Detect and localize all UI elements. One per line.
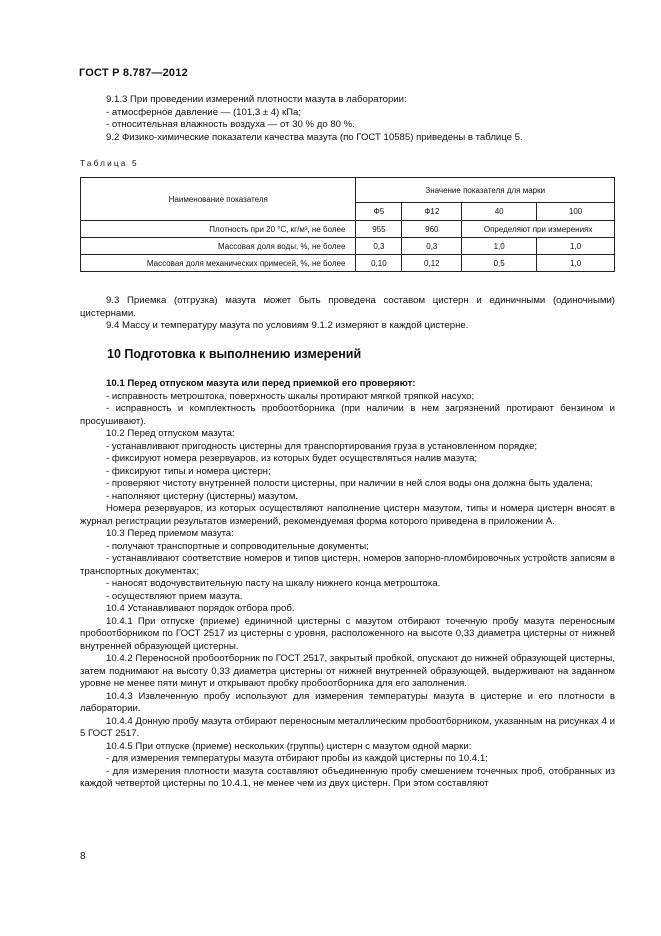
paragraph: - наполняют цистерну (цистерны) мазутом. bbox=[106, 490, 298, 502]
cell: 0,3 bbox=[356, 238, 402, 255]
section-10-body bbox=[80, 378, 615, 791]
table-row bbox=[81, 221, 615, 238]
paragraph: 9.3 Приемка (отгрузка) мазута может быть проведена составом цистерн и единичными (одиночными) цистернами. bbox=[80, 295, 615, 319]
paragraph: - проверяют чистоту внутренней полости цистерны, при наличии в ней слоя воды она должна быть удалена; bbox=[106, 478, 593, 489]
table-title: Таблица 5 bbox=[80, 159, 139, 168]
mark-header: 100 bbox=[537, 203, 615, 221]
paragraph: - атмосферное давление — (101,3 ± 4) кПа; bbox=[106, 106, 302, 118]
row-name: Плотность при 20 °C, кг/м³, не более bbox=[81, 221, 356, 238]
paragraph: 9.1.3 При проведении измерений плотности мазута в лаборатории: bbox=[106, 94, 407, 105]
row-name: Массовая доля воды, %, не более bbox=[81, 238, 356, 255]
section-heading: 10 Подготовка к выполнению измерений bbox=[107, 347, 362, 361]
paragraph: 10.2 Перед отпуском мазута: bbox=[106, 428, 235, 439]
paragraph: - фиксируют типы и номера цистерн; bbox=[106, 465, 271, 477]
merged-cell: Определяют при измерениях bbox=[462, 221, 615, 238]
intro-paragraphs bbox=[80, 94, 615, 144]
cell: 1,0 bbox=[537, 238, 615, 255]
subsection-heading: 10.1 Перед отпуском мазута или перед приемкой его проверяют: bbox=[106, 378, 416, 389]
paragraph: 10.4.3 Извлеченную пробу используют для измерения температуры мазута в цистерне и его плотности в лаборатории. bbox=[80, 690, 615, 714]
paragraph: - фиксируют номера резервуаров, из которых будет осуществляться налив мазута; bbox=[106, 453, 478, 464]
paragraph: 10.4.1 При отпуске (приеме) единичной цистерны с мазутом отбирают точечную пробу мазута переносным пробоотборником по ГОСТ 2517 из цистерны с уровня, расположенного на высоте 0,33 диаметра цистерны от нижней внутренней образующей цистерны. bbox=[80, 615, 615, 652]
cell: 1,0 bbox=[462, 238, 537, 255]
paragraph: 10.3 Перед приемом мазута: bbox=[106, 528, 234, 539]
paragraph: 9.4 Массу и температуру мазута по условиям 9.1.2 измеряют в каждой цистерне. bbox=[106, 320, 469, 331]
cell: 0,3 bbox=[402, 238, 462, 255]
paragraph: - устанавливают соответствие номеров и типов цистерн, номеров запорно-пломбировочных устройств записям в транспортных документах; bbox=[80, 553, 615, 577]
table-row bbox=[81, 238, 615, 255]
row-name: Массовая доля механических примесей, %, не более bbox=[81, 255, 356, 272]
paragraph: - для измерения плотности мазута составляют объединенную пробу смешением точечных проб, отобранных из каждой четвертой цистерны по 10.4.1, не менее чем из двух цистерн. При этом составляют bbox=[80, 765, 615, 789]
paragraph: - относительная влажность воздуха — от 30 % до 80 %. bbox=[106, 119, 355, 130]
paragraph: - исправность метроштока, поверхность шкалы протирают мягкой тряпкой насухо; bbox=[106, 390, 475, 402]
column-header-name: Наименование показателя bbox=[81, 178, 356, 221]
mark-header: Ф5 bbox=[356, 203, 402, 221]
paragraph: - получают транспортные и сопроводительные документы; bbox=[106, 540, 369, 552]
paragraph: 10.4 Устанавливают порядок отбора проб. bbox=[106, 603, 295, 614]
cell: 955 bbox=[356, 221, 402, 238]
cell: 0,12 bbox=[402, 255, 462, 272]
mark-header: Ф12 bbox=[402, 203, 462, 221]
paragraph: Номера резервуаров, из которых осуществляют наполнение цистерн мазутом, типы и номера цистерн вносят в журнал регистрации результатов измерений, рекомендуемая форма которого приведена в приложении А. bbox=[80, 503, 615, 527]
quality-table bbox=[80, 177, 615, 272]
paragraph: - наносят водочувствительную пасту на шкалу нижнего конца метроштока. bbox=[106, 578, 441, 589]
document-header: ГОСТ Р 8.787—2012 bbox=[79, 67, 188, 79]
paragraph: 9.2 Физико-химические показатели качества мазута (по ГОСТ 10585) приведены в таблице 5. bbox=[106, 131, 523, 143]
paragraph: 10.4.4 Донную пробу мазута отбирают переносным металлическим пробоотборником, указанным на рисунках 4 и 5 ГОСТ 2517. bbox=[80, 715, 615, 739]
cell: 960 bbox=[402, 221, 462, 238]
paragraph: - устанавливают пригодность цистерны для транспортирования груза в установленном порядке; bbox=[106, 440, 538, 452]
paragraph: - исправность и комплектность пробоотборника (при наличии в нем загрязнений протирают бензином и просушивают). bbox=[80, 403, 615, 427]
paragraph: - для измерения температуры мазута отбирают пробы из каждой цистерны по 10.4.1; bbox=[106, 753, 488, 764]
table-row bbox=[81, 255, 615, 272]
after-table-paragraphs bbox=[80, 295, 615, 333]
paragraph: - осуществляют прием мазута. bbox=[106, 590, 243, 602]
page-number: 8 bbox=[80, 851, 86, 862]
paragraph: 10.4.2 Переносной пробоотборник по ГОСТ 2517, закрытый пробкой, опускают до нижней образующей цистерны, затем поднимают на высоту 0,33 диаметра цистерны от нижней внутренней образующей, выдерживают на заданном уровне не менее пяти минут и открывают пробку пробоотборника для его заполнения. bbox=[80, 653, 615, 689]
cell: 0,10 bbox=[356, 255, 402, 272]
column-header-group: Значение показателя для марки bbox=[356, 178, 615, 203]
paragraph: 10.4.5 При отпуске (приеме) нескольких (группы) цистерн с мазутом одной марки: bbox=[106, 740, 472, 752]
cell: 0,5 bbox=[462, 255, 537, 272]
cell: 1,0 bbox=[537, 255, 615, 272]
mark-header: 40 bbox=[462, 203, 537, 221]
